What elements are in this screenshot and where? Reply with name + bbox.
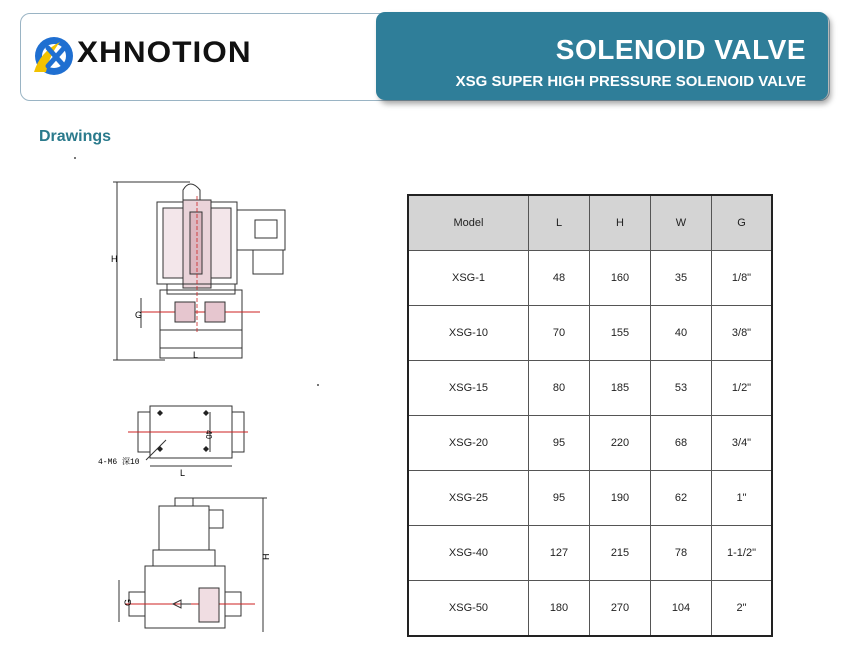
side-h-label: H [261,553,271,560]
front-h-label: H [111,254,118,264]
side-outline-drawing [115,492,275,637]
cell-l: 95 [529,416,590,471]
brand-name: XHNOTION [77,36,252,69]
cell-h: 185 [590,361,651,416]
cell-w: 40 [651,306,712,361]
cell-model: XSG-40 [408,526,529,581]
cell-w: 53 [651,361,712,416]
cell-g: 1/8" [712,251,773,306]
cell-h: 160 [590,251,651,306]
top-note-label: 4-M6 深10 [98,458,140,467]
page-title: SOLENOID VALVE [555,34,806,65]
cell-l: 95 [529,471,590,526]
cell-h: 155 [590,306,651,361]
header-g: G [712,195,773,251]
cell-g: 3/4" [712,416,773,471]
side-g-label: G [123,598,133,606]
table-row [408,306,772,361]
front-g-label: G [135,310,143,320]
cell-w: 104 [651,581,712,637]
cell-g: 2" [712,581,773,637]
cell-l: 127 [529,526,590,581]
table-row [408,526,772,581]
table-header-row [408,195,772,251]
table-row [408,251,772,306]
cell-w: 68 [651,416,712,471]
table-row [408,581,772,637]
cell-g: 1-1/2" [712,526,773,581]
xhnotion-logo-icon [30,32,78,80]
stray-dot [317,384,319,386]
section-title: Drawings [39,128,112,145]
cell-h: 190 [590,471,651,526]
cell-g: 1/2" [712,361,773,416]
cell-l: 70 [529,306,590,361]
header-model: Model [408,195,529,251]
cell-l: 80 [529,361,590,416]
top-dim-label: 40 [204,430,213,439]
cell-h: 220 [590,416,651,471]
table-row [408,471,772,526]
cell-w: 78 [651,526,712,581]
cell-model: XSG-25 [408,471,529,526]
cell-model: XSG-20 [408,416,529,471]
cell-w: 62 [651,471,712,526]
cell-model: XSG-50 [408,581,529,637]
cell-l: 180 [529,581,590,637]
header-w: W [651,195,712,251]
cell-g: 3/8" [712,306,773,361]
page-subtitle: XSG SUPER HIGH PRESSURE SOLENOID VALVE [455,73,806,90]
front-section-drawing [105,172,295,372]
stray-dot [74,157,76,159]
table-row [408,416,772,471]
spec-table [407,194,773,637]
table-row [408,361,772,416]
top-l-label: L [180,468,186,478]
cell-model: XSG-1 [408,251,529,306]
header-h: H [590,195,651,251]
cell-h: 270 [590,581,651,637]
cell-model: XSG-15 [408,361,529,416]
front-l-label: L [193,350,199,360]
title-banner [376,12,828,100]
top-view-drawing [98,400,258,485]
header-l: L [529,195,590,251]
cell-w: 35 [651,251,712,306]
cell-g: 1" [712,471,773,526]
cell-h: 215 [590,526,651,581]
cell-model: XSG-10 [408,306,529,361]
cell-l: 48 [529,251,590,306]
